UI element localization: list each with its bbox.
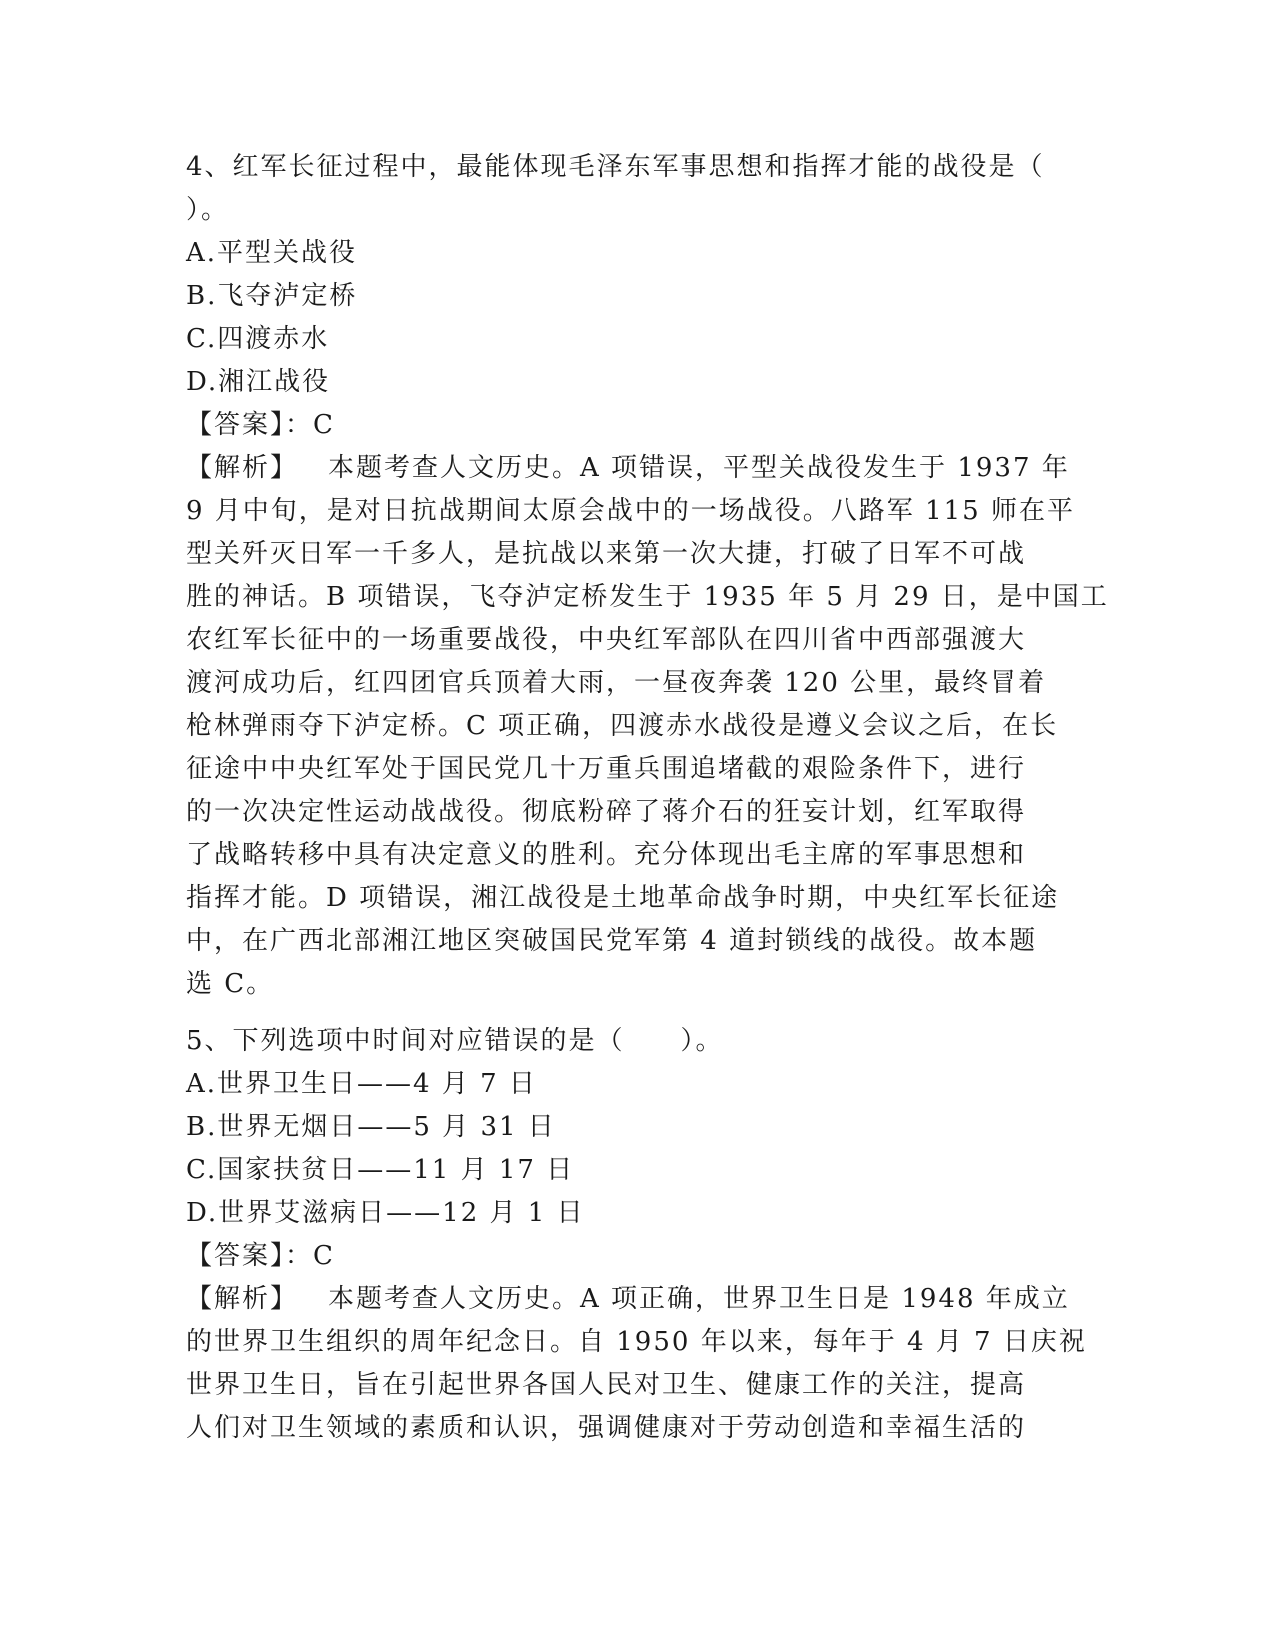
- analysis-text: 本题考查人文历史。A 项错误，平型关战役发生于 1937 年: [328, 453, 1070, 483]
- analysis-text: 渡河成功后，红四团官兵顶着大雨，一昼夜奔袭 120 公里，最终冒着: [186, 668, 1047, 698]
- option-a: A.平型关战役: [186, 238, 358, 268]
- option-b: B.飞夺泸定桥: [186, 281, 358, 311]
- analysis-text: 枪林弹雨夺下泸定桥。C 项正确，四渡赤水战役是遵义会议之后，在长: [186, 711, 1059, 741]
- option-d: D.湘江战役: [186, 367, 331, 397]
- question-stem-continued: ）。: [186, 195, 230, 225]
- analysis-label: 【解析】: [186, 1284, 299, 1314]
- analysis-text: 的一次决定性运动战战役。彻底粉碎了蒋介石的狂妄计划，红军取得: [186, 797, 1027, 827]
- analysis-text: 征途中中央红军处于国民党几十万重兵围追堵截的艰险条件下，进行: [186, 754, 1027, 784]
- question-5: [186, 1020, 1086, 1450]
- analysis-text: 农红军长征中的一场重要战役，中央红军部队在四川省中西部强渡大: [186, 625, 1027, 655]
- analysis-text: 世界卫生日，旨在引起世界各国人民对卫生、健康工作的关注，提高: [186, 1370, 1027, 1400]
- answer-label: 【答案】：: [186, 1241, 314, 1271]
- analysis-label: 【解析】: [186, 453, 299, 483]
- analysis-text: 9 月中旬，是对日抗战期间太原会战中的一场战役。八路军 115 师在平: [186, 496, 1075, 526]
- analysis-text: 指挥才能。D 项错误，湘江战役是土地革命战争时期，中央红军长征途: [186, 883, 1060, 913]
- answer-value: C: [313, 410, 335, 440]
- option-a: A.世界卫生日——4 月 7 日: [186, 1069, 537, 1099]
- analysis-text: 人们对卫生领域的素质和认识，强调健康对于劳动创造和幸福生活的: [186, 1413, 1027, 1443]
- question-stem: 5、下列选项中时间对应错误的是（ ）。: [186, 1026, 724, 1056]
- answer-value: C: [313, 1241, 335, 1271]
- option-b: B.世界无烟日——5 月 31 日: [186, 1112, 556, 1142]
- answer-label: 【答案】：: [186, 410, 314, 440]
- option-d: D.世界艾滋病日——12 月 1 日: [186, 1198, 585, 1228]
- analysis-line: [186, 1278, 1086, 1321]
- answer-line: [186, 1235, 1086, 1278]
- analysis-text: 中，在广西北部湘江地区突破国民党军第 4 道封锁线的战役。故本题: [186, 926, 1038, 956]
- analysis-text: 本题考查人文历史。A 项正确，世界卫生日是 1948 年成立: [328, 1284, 1070, 1314]
- analysis-text: 的世界卫生组织的周年纪念日。自 1950 年以来，每年于 4 月 7 日庆祝: [186, 1327, 1087, 1357]
- analysis-text: 型关歼灭日军一千多人，是抗战以来第一次大捷，打破了日军不可战: [186, 539, 1027, 569]
- answer-line: [186, 404, 1086, 447]
- question-4: [186, 146, 1109, 1006]
- question-stem: 4、红军长征过程中，最能体现毛泽东军事思想和指挥才能的战役是（: [186, 152, 1045, 182]
- analysis-line: [186, 447, 1086, 490]
- analysis-text: 选 C。: [186, 969, 275, 999]
- document-page: [186, 146, 1109, 1450]
- analysis-text: 了战略转移中具有决定意义的胜利。充分体现出毛主席的军事思想和: [186, 840, 1027, 870]
- analysis-text: 胜的神话。B 项错误，飞夺泸定桥发生于 1935 年 5 月 29 日，是中国工: [186, 582, 1109, 612]
- option-c: C.四渡赤水: [186, 324, 330, 354]
- option-c: C.国家扶贫日——11 月 17 日: [186, 1155, 575, 1185]
